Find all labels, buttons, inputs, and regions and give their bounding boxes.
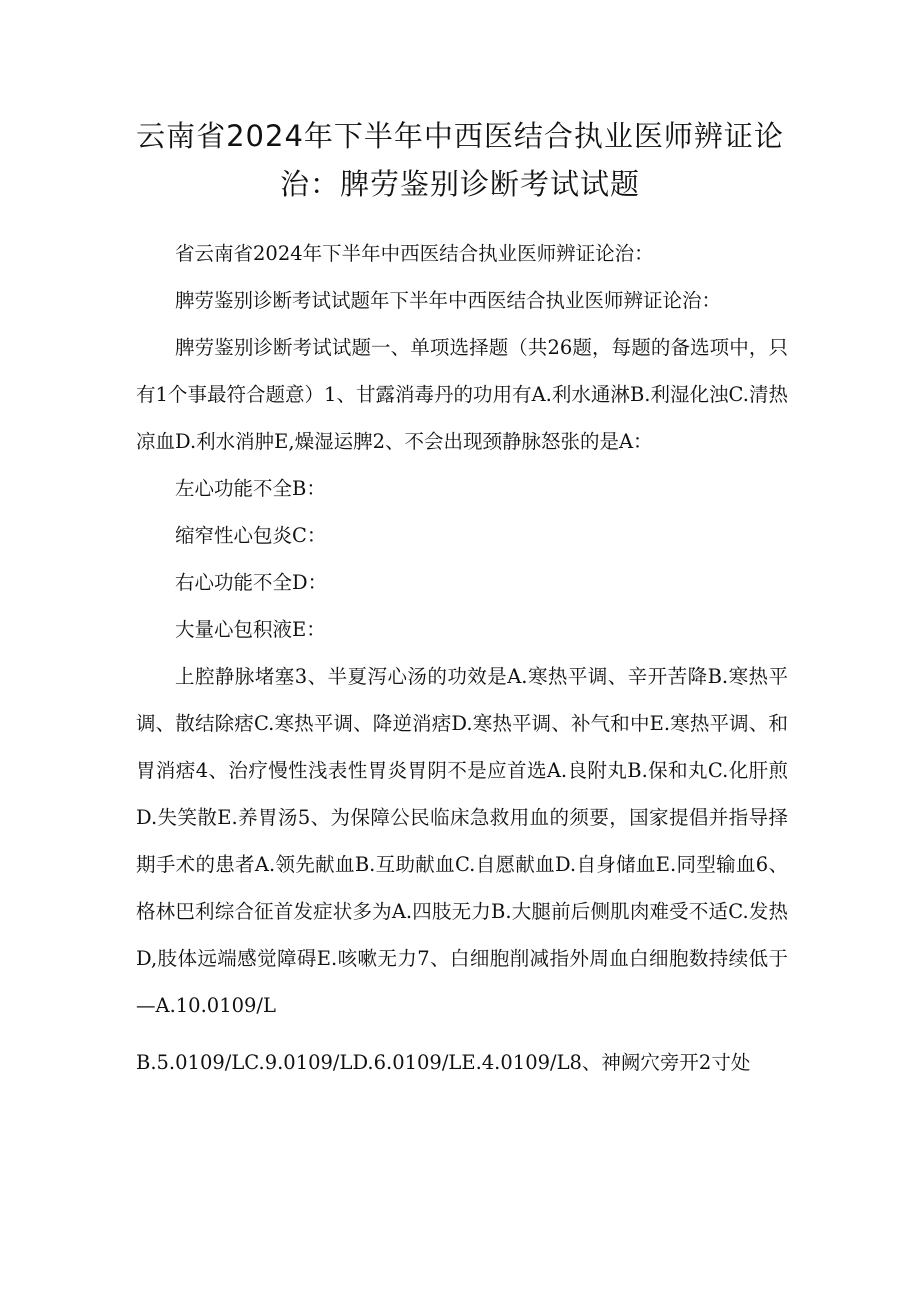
document-body	[136, 230, 788, 1086]
body-paragraph: 左心功能不全B：	[175, 477, 326, 500]
body-paragraph: B.5.0109/LC.9.0109/LD.6.0109/LE.4.0109/L8、神阙穴旁开2寸处	[136, 1051, 751, 1074]
body-paragraph: 脾劳鉴别诊断考试试题一、单项选择题（共26题，每题的备选项中，只有1个事最符合题意）1、甘露消毒丹的功用有A.利水通淋B.利湿化浊C.清热凉血D.利水消肿E,燥湿运脾2、不会出现颈静脉怒张的是A：	[136, 336, 788, 453]
title-line-2: 治：脾劳鉴别诊断考试试题	[279, 167, 640, 201]
body-paragraph: 脾劳鉴别诊断考试试题年下半年中西医结合执业医师辨证论治：	[175, 289, 722, 312]
body-paragraph: 省云南省2024年下半年中西医结合执业医师辨证论治：	[175, 242, 654, 265]
body-paragraph: 上腔静脉堵塞3、半夏泻心汤的功效是A.寒热平调、辛开苦降B.寒热平调、散结除痞C.寒热平调、降逆消痞D.寒热平调、补气和中E.寒热平调、和胃消痞4、治疗慢性浅表性胃炎胃阴不是应首选A.良附丸B.保和丸C.化肝煎D.失笑散E.养胃汤5、为保障公民临床急救用血的须要，国家提倡并指导择期手术的患者A.领先献血B.互助献血C.自愿献血D.自身储血E.同型输血6、格林巴利综合征首发症状多为A.四肢无力B.大腿前后侧肌肉难受不适C.发热D,肢体远端感觉障碍E.咳嗽无力7、白细胞削减指外周血白细胞数持续低于—A.10.0109/L	[136, 665, 788, 1017]
body-paragraph: 大量心包积液E：	[175, 618, 326, 641]
body-paragraph: 缩窄性心包炎C：	[175, 524, 327, 547]
document-title	[120, 112, 800, 208]
title-line-1: 云南省2024年下半年中西医结合执业医师辨证论	[136, 119, 784, 153]
body-paragraph: 右心功能不全D：	[175, 571, 328, 594]
